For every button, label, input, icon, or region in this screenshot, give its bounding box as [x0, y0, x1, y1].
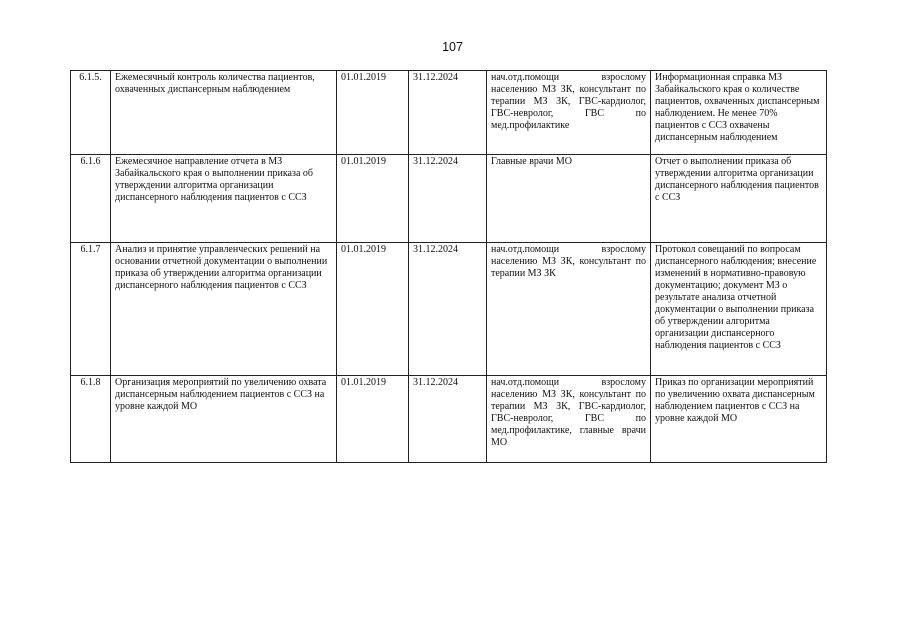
end-date-cell: 31.12.2024	[409, 155, 487, 243]
event-cell: Ежемесячный контроль количества пациентов, охваченных диспансерным наблюдением	[111, 71, 337, 155]
table-row	[71, 243, 827, 376]
measures-table	[70, 70, 827, 463]
event-cell: Ежемесячное направление отчета в МЗ Забайкальского края о выполнении приказа об утверждении алгоритма организации диспансерного наблюдения пациентов с ССЗ	[111, 155, 337, 243]
event-cell: Анализ и принятие управленческих решений на основании отчетной документации о выполнении приказа об утверждении алгоритма организации диспансерного наблюдения пациентов с ССЗ	[111, 243, 337, 376]
start-date-cell: 01.01.2019	[337, 71, 409, 155]
row-number: 6.1.8	[71, 376, 111, 463]
page-number: 107	[442, 40, 463, 54]
result-cell: Информационная справка МЗ Забайкальского края о количестве пациентов, охваченных диспансерным наблюдением. Не менее 70% пациентов с ССЗ охвачены диспансерным наблюдением	[651, 71, 827, 155]
responsible-cell: нач.отд.помощи взрослому населению МЗ ЗК, консультант по терапии МЗ ЗК, ГВС-кардиолог, ГВС-невролог, ГВС по мед.профилактике, главные врачи МО	[487, 376, 651, 463]
table-row	[71, 376, 827, 463]
row-number: 6.1.6	[71, 155, 111, 243]
row-number: 6.1.7	[71, 243, 111, 376]
event-cell: Организация мероприятий по увеличению охвата диспансерным наблюдением пациентов с ССЗ на уровне каждой МО	[111, 376, 337, 463]
row-number: 6.1.5.	[71, 71, 111, 155]
result-cell: Протокол совещаний по вопросам диспансерного наблюдения; внесение изменений в нормативно-правовую документацию; документ МЗ о результате анализа отчетной документации о выполнении приказа об утверждении алгоритма организации диспансерного наблюдения пациентов с ССЗ	[651, 243, 827, 376]
result-cell: Отчет о выполнении приказа об утверждении алгоритма организации диспансерного наблюдения пациентов с ССЗ	[651, 155, 827, 243]
end-date-cell: 31.12.2024	[409, 71, 487, 155]
start-date-cell: 01.01.2019	[337, 376, 409, 463]
end-date-cell: 31.12.2024	[409, 376, 487, 463]
end-date-cell: 31.12.2024	[409, 243, 487, 376]
start-date-cell: 01.01.2019	[337, 155, 409, 243]
table-row	[71, 71, 827, 155]
start-date-cell: 01.01.2019	[337, 243, 409, 376]
table-row	[71, 155, 827, 243]
responsible-cell: нач.отд.помощи взрослому населению МЗ ЗК, консультант по терапии МЗ ЗК	[487, 243, 651, 376]
result-cell: Приказ по организации мероприятий по увеличению охвата диспансерным наблюдением пациентов с ССЗ на уровне каждой МО	[651, 376, 827, 463]
responsible-cell: Главные врачи МО	[487, 155, 651, 243]
responsible-cell: нач.отд.помощи взрослому населению МЗ ЗК, консультант по терапии МЗ ЗК, ГВС-кардиолог, ГВС-невролог, ГВС по мед.профилактике	[487, 71, 651, 155]
